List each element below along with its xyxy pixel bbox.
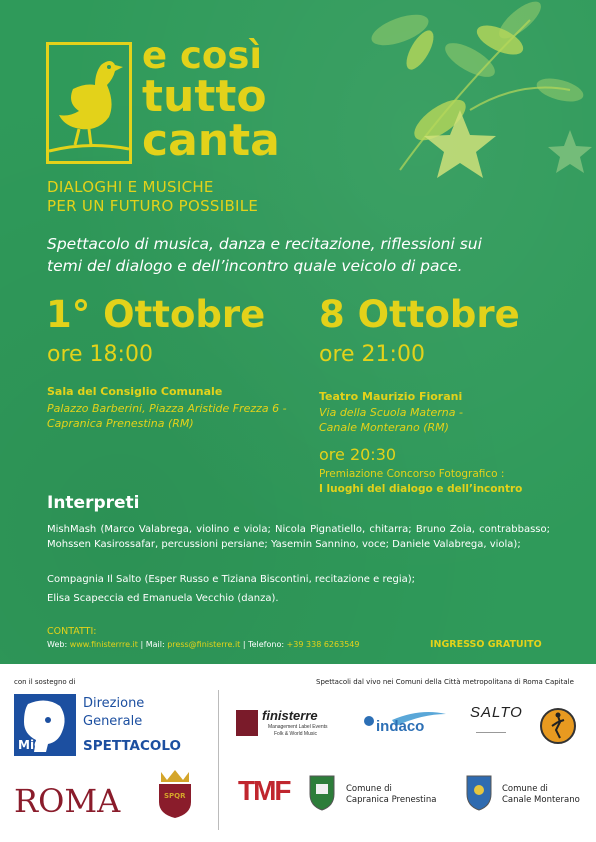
event2-address2: Canale Monterano (RM) — [319, 421, 449, 434]
canale-line1: Comune di — [502, 784, 548, 794]
bird-logo — [46, 42, 132, 164]
indaco-text: indaco — [376, 718, 425, 735]
free-entry: INGRESSO GRATUITO — [430, 639, 542, 650]
salto-logo: SALTO — [470, 704, 523, 721]
event2-time: ore 21:00 — [319, 342, 425, 367]
contacts-line — [47, 640, 359, 649]
intro-line1: Spettacolo di musica, danza e recitazione, riflessioni sui — [47, 235, 482, 253]
mic-line2: Generale — [83, 714, 143, 729]
interpreti-heading: Interpreti — [47, 493, 140, 513]
event2-award-line1: Premiazione Concorso Fotografico : — [319, 468, 505, 480]
interpreti-paragraph2: Compagnia Il Salto (Esper Russo e Tiziana Biscontini, recitazione e regia); — [47, 574, 416, 585]
canale-line2: Canale Monterano — [502, 795, 580, 805]
phone-label: | Telefono: — [242, 640, 285, 649]
subtitle-line1: DIALOGHI E MUSICHE — [47, 178, 214, 196]
event1-date: 1° Ottobre — [46, 293, 266, 336]
interpreti-paragraph3: Elisa Scapeccia ed Emanuela Vecchio (danza). — [47, 593, 279, 604]
event2-date: 8 Ottobre — [319, 293, 520, 336]
web-label: Web: — [47, 640, 68, 649]
interpreti-paragraph1: MishMash (Marco Valabrega, violino e viola; Nicola Pignatiello, chitarra; Bruno Zoia, contrabbasso; Mohssen Kasirossafar, percussioni persiane; Yasemin Sannino, voce; Daniele Valabrega, viola); — [47, 524, 550, 550]
logo-title-line3: canta — [142, 115, 280, 166]
web-link[interactable]: www.finisterrre.it — [69, 640, 138, 649]
footer-divider — [218, 690, 219, 830]
capranica-crest-icon — [306, 772, 338, 812]
event2-address1: Via della Scuola Materna - — [319, 406, 463, 419]
mail-label: | Mail: — [140, 640, 165, 649]
bird-icon — [49, 45, 129, 161]
phone-link[interactable]: +39 338 6263549 — [286, 640, 360, 649]
mic-line3: SPETTACOLO — [83, 738, 181, 754]
contacts-label: CONTATTI: — [47, 626, 97, 637]
dance-logo — [540, 708, 576, 744]
support-label: con il sostegno di — [14, 678, 76, 686]
finisterre-icon — [236, 710, 258, 736]
event1-venue: Sala del Consiglio Comunale — [47, 385, 223, 398]
mic-badge: MiC — [18, 738, 43, 752]
tmf-logo: TMF — [238, 775, 290, 806]
intro-line2: temi del dialogo e dell’incontro quale veicolo di pace. — [47, 257, 463, 275]
spqr-text: SPQR — [164, 792, 186, 800]
logo-title-line2: tutto — [142, 71, 267, 122]
dancer-icon — [542, 710, 574, 742]
leaves-decoration — [330, 0, 596, 230]
roma-crest — [155, 768, 195, 818]
event1-time: ore 18:00 — [47, 342, 153, 367]
roma-wordmark: ROMA — [14, 782, 121, 820]
subtitle-line2: PER UN FUTURO POSSIBILE — [47, 197, 259, 215]
canale-crest-icon — [463, 772, 495, 812]
capranica-line2: Capranica Prenestina — [346, 795, 437, 805]
finisterre-sub1: Management Label Events — [268, 724, 328, 730]
mic-line1: Direzione — [83, 696, 145, 711]
event1-address1: Palazzo Barberini, Piazza Aristide Frezza 6 - — [47, 402, 287, 415]
mail-link[interactable]: press@finisterre.it — [167, 640, 241, 649]
mic-logo — [14, 694, 76, 756]
salto-underline — [476, 724, 506, 733]
logo-title-line1: e così — [142, 34, 263, 77]
finisterre-sub2: Folk & World Music — [274, 731, 317, 737]
event2-award-line2: I luoghi del dialogo e dell’incontro — [319, 483, 523, 495]
event2-time2: ore 20:30 — [319, 445, 397, 464]
event2-venue: Teatro Maurizio Fiorani — [319, 390, 463, 403]
event1-address2: Capranica Prenestina (RM) — [47, 417, 194, 430]
spettacoli-label: Spettacoli dal vivo nei Comuni della Città metropolitana di Roma Capitale — [316, 678, 574, 686]
finisterre-logo: finisterre — [262, 708, 318, 723]
capranica-line1: Comune di — [346, 784, 392, 794]
